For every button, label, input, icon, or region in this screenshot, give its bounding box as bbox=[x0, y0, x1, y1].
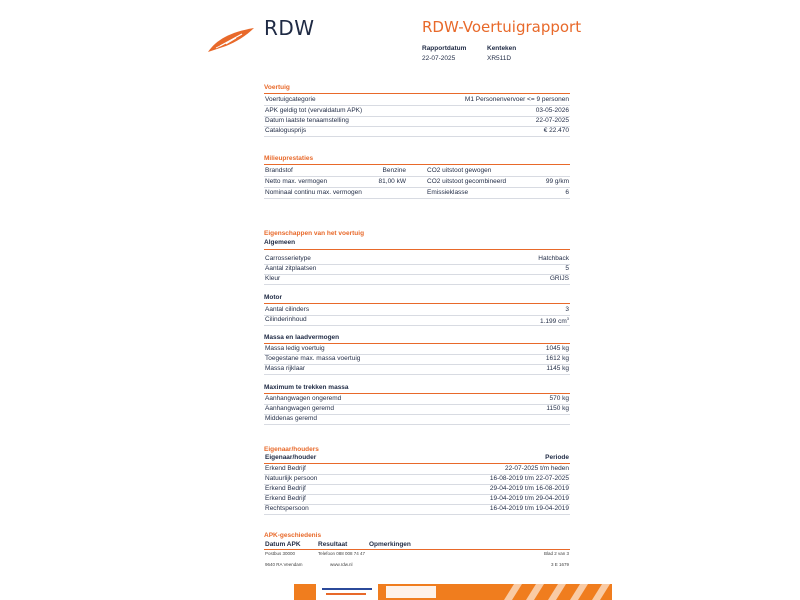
section-divider bbox=[264, 249, 570, 250]
rapportdatum-label: Rapportdatum bbox=[422, 45, 467, 52]
section-title-voertuig: Voertuig bbox=[264, 84, 290, 91]
table-row: Voertuigcategorie M1 Personenvervoer <= 9 personen bbox=[264, 95, 570, 106]
footer-telefoon: Telefoon 088 008 74 47 bbox=[318, 551, 366, 556]
table-row: Middenas geremd bbox=[264, 414, 570, 425]
subsection-title-massa: Massa en laadvermogen bbox=[264, 334, 340, 341]
table-row: Carrosserietype Hatchback bbox=[264, 254, 570, 265]
column-header-datum-apk: Datum APK bbox=[265, 541, 301, 548]
column-header-eigenaar: Eigenaar/houder bbox=[265, 454, 317, 461]
footer-banner bbox=[294, 584, 612, 600]
table-row: Aanhangwagen geremd 1150 kg bbox=[264, 404, 570, 415]
section-title-milieu: Milieuprestaties bbox=[264, 155, 314, 162]
table-row: Erkend Bedrijf 29-04-2019 t/m 16-08-2019 bbox=[264, 484, 570, 495]
banner-stripes-icon bbox=[504, 584, 612, 600]
column-header-resultaat: Resultaat bbox=[318, 541, 348, 548]
banner-logo-panel bbox=[316, 584, 378, 600]
logo-text: RDW bbox=[264, 16, 315, 40]
rapportdatum-value: 22-07-2025 bbox=[422, 55, 456, 62]
table-row: Rechtspersoon 16-04-2019 t/m 19-04-2019 bbox=[264, 504, 570, 515]
table-row: Massa rijklaar 1145 kg bbox=[264, 364, 570, 375]
footer-postbus: Postbus 30000 bbox=[265, 551, 296, 556]
table-row: Catalogusprijs € 22.470 bbox=[264, 126, 570, 137]
kenteken-label: Kenteken bbox=[487, 45, 517, 52]
kenteken-value: XR511D bbox=[487, 55, 512, 62]
banner-contact-panel bbox=[386, 586, 436, 598]
table-row: Nominaal continu max. vermogen Emissieklasse 6 bbox=[264, 188, 570, 199]
table-row: Kleur GRIJS bbox=[264, 274, 570, 285]
subsection-title-trekken: Maximum te trekken massa bbox=[264, 384, 349, 391]
footer-website: www.rdw.nl bbox=[330, 562, 353, 567]
table-row: Natuurlijk persoon 16-08-2019 t/m 22-07-2025 bbox=[264, 474, 570, 485]
section-title-eigenaar: Eigenaar/houders bbox=[264, 446, 319, 453]
table-row: Toegestane max. massa voertuig 1612 kg bbox=[264, 354, 570, 365]
table-row: Netto max. vermogen 81,00 kW CO2 uitstoot gecombineerd 99 g/km bbox=[264, 177, 570, 188]
table-row: Cilinderinhoud 1.199 $cm^3$ bbox=[265, 316, 569, 326]
table-row: Aantal cilinders 3 bbox=[264, 305, 570, 316]
section-divider bbox=[264, 164, 570, 165]
subsection-title-motor: Motor bbox=[264, 294, 283, 301]
table-row: APK geldig tot (vervaldatum APK) 03-05-2026 bbox=[264, 106, 570, 117]
table-row: Erkend Bedrijf 19-04-2019 t/m 29-04-2019 bbox=[264, 494, 570, 505]
rdw-logo-icon bbox=[206, 26, 256, 54]
footer-plaats: 9640 RA Veendam bbox=[265, 562, 303, 567]
section-divider bbox=[264, 93, 570, 94]
section-divider bbox=[264, 303, 570, 304]
report-title: RDW-Voertuigrapport bbox=[422, 18, 582, 36]
table-row: Massa ledig voertuig 1045 kg bbox=[264, 344, 570, 355]
subsection-title-algemeen: Algemeen bbox=[264, 239, 296, 246]
column-header-opmerkingen: Opmerkingen bbox=[369, 541, 411, 548]
footer-code: 3 E 1679 bbox=[550, 562, 569, 567]
table-row: Erkend Bedrijf 22-07-2025 t/m heden bbox=[264, 464, 570, 475]
footer-blad: Blad 2 van 3 bbox=[543, 551, 569, 556]
section-title-apk: APK-geschiedenis bbox=[264, 532, 322, 539]
table-row: Datum laatste tenaamstelling 22-07-2025 bbox=[264, 116, 570, 127]
table-row: Aanhangwagen ongeremd 570 kg bbox=[264, 394, 570, 405]
table-row: Brandstof Benzine CO2 uitstoot gewogen bbox=[264, 166, 570, 177]
table-row: Aantal zitplaatsen 5 bbox=[264, 264, 570, 275]
section-divider bbox=[264, 549, 570, 550]
column-header-periode: Periode bbox=[545, 454, 569, 461]
section-title-eigenschappen: Eigenschappen van het voertuig bbox=[264, 230, 365, 237]
